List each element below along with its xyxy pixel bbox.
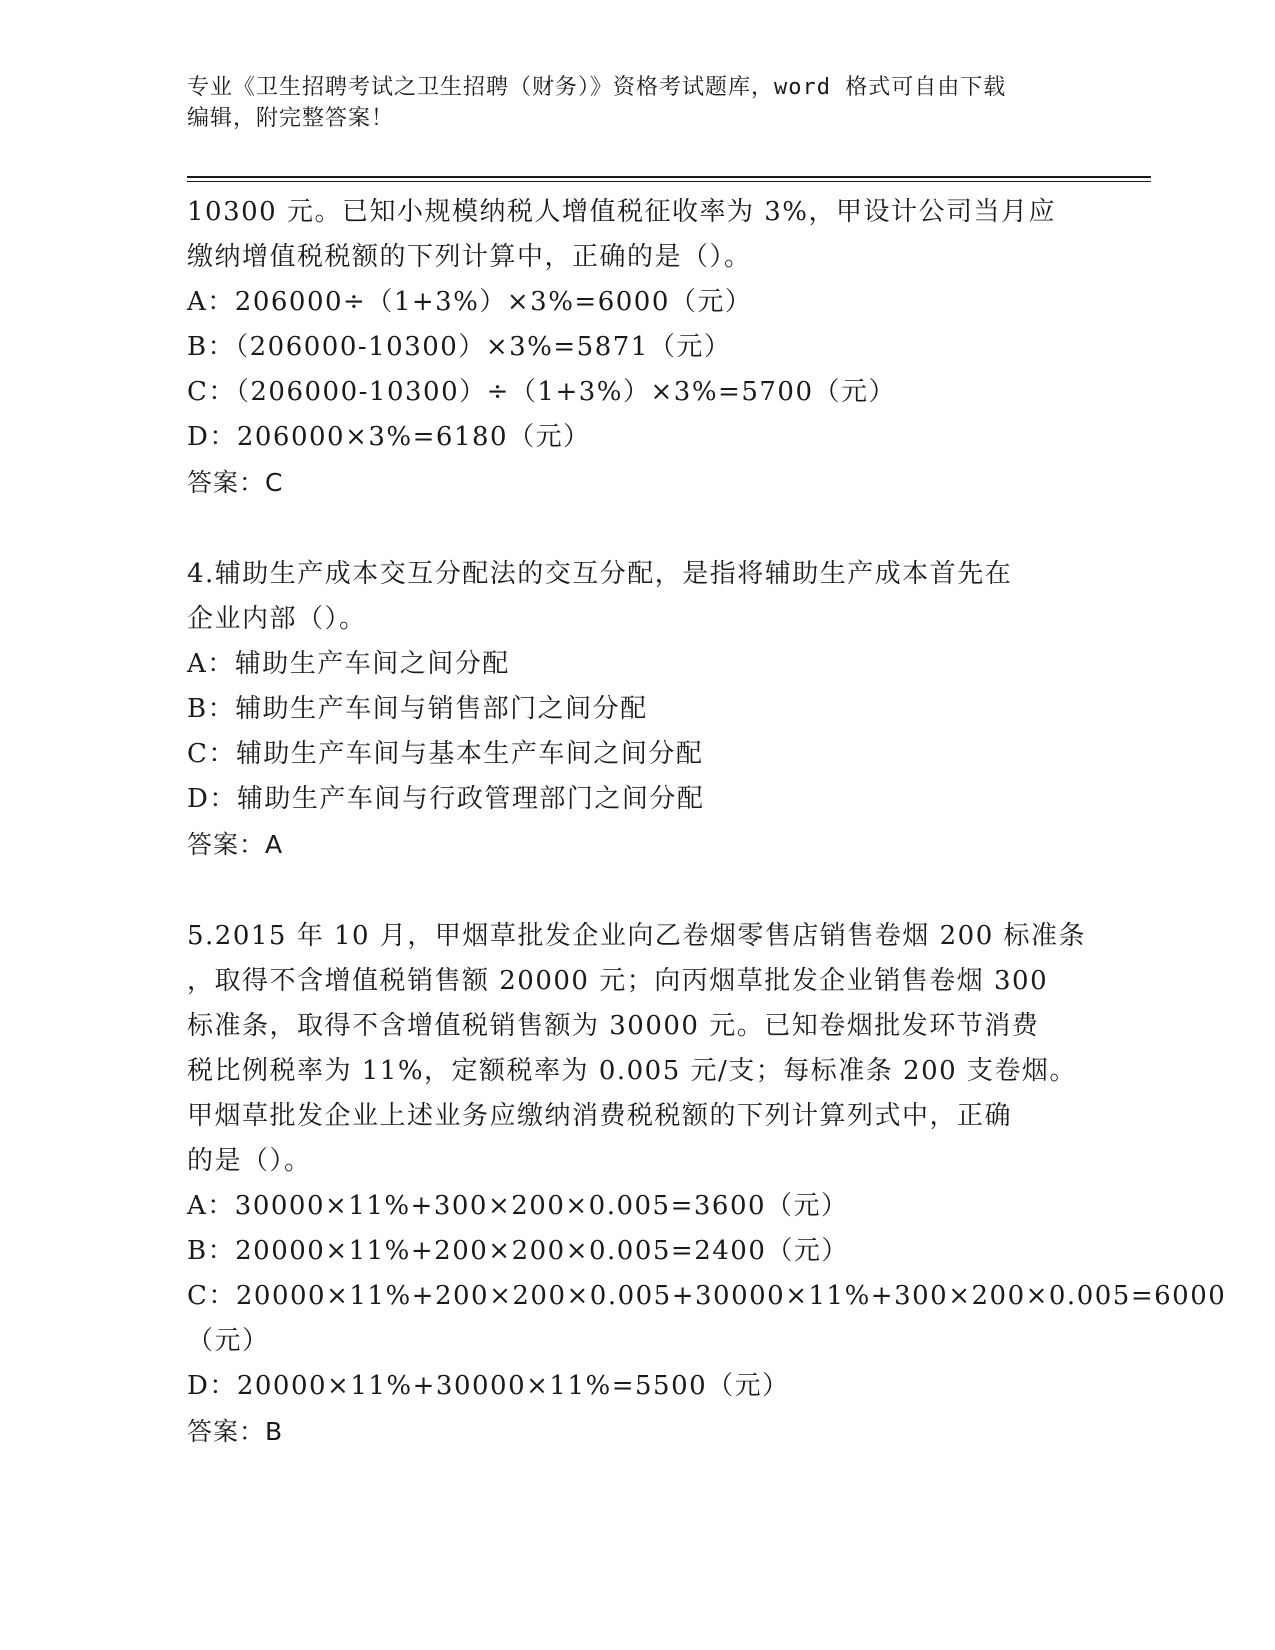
header-divider [187,176,1151,178]
option-d: D：20000×11%+30000×11%=5500（元） [187,1371,790,1401]
question-stem: 企业内部（）。 [187,604,367,634]
option-a: A：30000×11%+300×200×0.005=3600（元） [187,1191,849,1221]
option-a: A：206000÷（1+3%）×3%=6000（元） [187,287,753,317]
spacer [187,867,1087,914]
spacer [187,505,1087,552]
option-b: B：（206000-10300）×3%=5871（元） [187,332,732,362]
document-header [187,72,1087,134]
question-stem: 4.辅助生产成本交互分配法的交互分配，是指将辅助生产成本首先在 [187,559,1013,589]
answer-line: 答案：A [187,830,284,859]
option-d: D：206000×3%=6180（元） [187,422,591,452]
document-body [187,190,1227,1454]
header-line: 编辑，附完整答案！ [187,106,395,131]
option-c: C：（206000-10300）÷（1+3%）×3%=5700（元） [187,377,896,407]
option-b: B：辅助生产车间与销售部门之间分配 [187,694,648,724]
header-divider-thin [187,181,1151,182]
option-d: D：辅助生产车间与行政管理部门之间分配 [187,784,705,814]
header-line: 专业《卫生招聘考试之卫生招聘（财务）》资格考试题库，word 格式可自由下载 [187,75,1007,100]
question-stem: 标准条，取得不含增值税销售额为 30000 元。已知卷烟批发环节消费 [187,1011,1040,1041]
question-stem: 税比例税率为 11%，定额税率为 0.005 元/支；每标准条 200 支卷烟。 [187,1056,1077,1086]
option-a: A：辅助生产车间之间分配 [187,649,510,679]
option-b: B：20000×11%+200×200×0.005=2400（元） [187,1236,849,1266]
question-stem: 10300 元。已知小规模纳税人增值税征收率为 3%，甲设计公司当月应 [187,197,1056,227]
question-stem: 的是（）。 [187,1146,312,1176]
question-5 [187,914,1227,1454]
question-stem: ，取得不含增值税销售额 20000 元；向丙烟草批发企业销售卷烟 300 [187,966,1049,996]
option-c-continued: （元） [187,1326,270,1356]
question-stem: 5.2015 年 10 月，甲烟草批发企业向乙卷烟零售店销售卷烟 200 标准条 [187,921,1087,951]
answer-line: 答案：C [187,468,284,497]
question-stem: 甲烟草批发企业上述业务应缴纳消费税税额的下列计算列式中，正确 [187,1101,1013,1131]
question-stem: 缴纳增值税税额的下列计算中，正确的是（）。 [187,242,752,272]
question-3 [187,190,1087,505]
question-4 [187,552,1087,867]
option-c: C：辅助生产车间与基本生产车间之间分配 [187,739,704,769]
answer-line: 答案：B [187,1417,284,1446]
option-c: C：20000×11%+200×200×0.005+30000×11%+300×200×0.005=6000 [187,1281,1227,1311]
